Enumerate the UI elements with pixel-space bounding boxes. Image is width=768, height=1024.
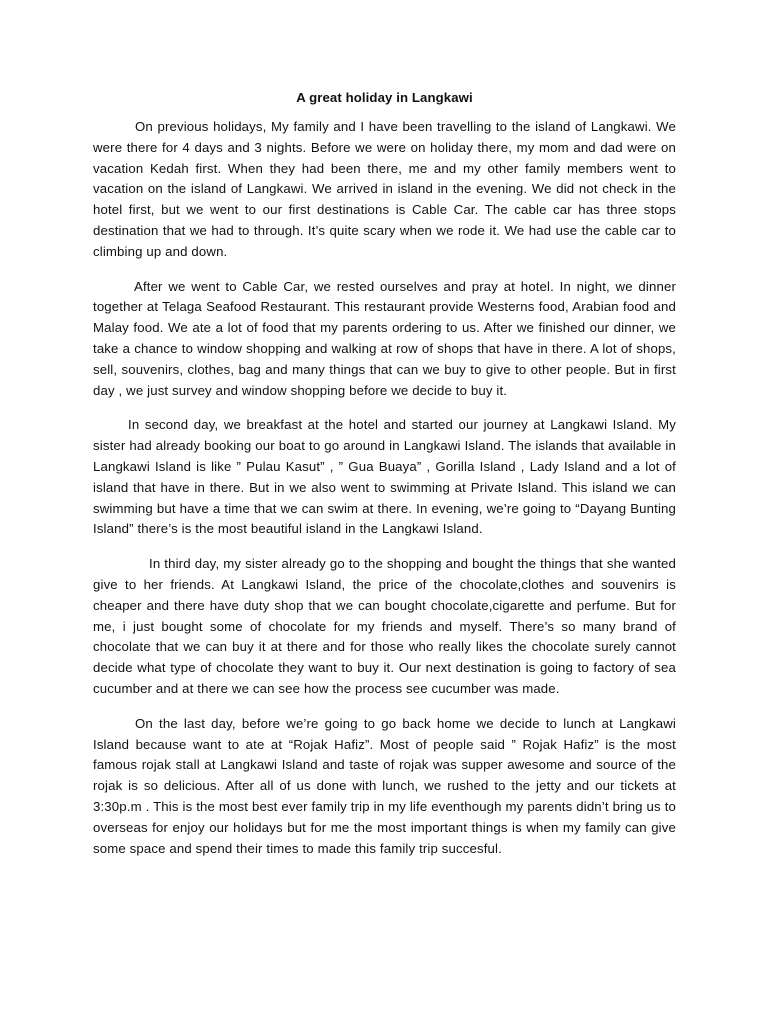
paragraph-last-day: On the last day, before we’re going to go back home we decide to lunch at Langkawi Island because want to ate at “Rojak Hafiz”. Most of people said ” Rojak Hafiz” is the most famous rojak stall at Langkawi Island and taste of rojak was supper awesome and source of the rojak is so delicious. After all of us done with lunch, we rushed to the jetty and our tickets at 3:30p.m . This is the most best ever family trip in my life eventhough my parents didn’t bring us to overseas for enjoy our holidays but for me the most important things is when my family can give some space and spend their times to made this family trip succesful.	[93, 715, 676, 856]
paragraph-chocolate-shopping: In third day, my sister already go to the shopping and bought the things that she wanted give to her friends. At Langkawi Island, the price of the chocolate,clothes and souvenirs is cheaper and there have duty shop that we can bought chocolate,cigarette and perfume. But for me, i just bought some of chocolate for my friends and myself. There’s so many brand of chocolate that we can buy it at there and for those who really likes the chocolate surely cannot decide what type of chocolate they want to buy it. Our next destination is going to factory of sea cucumber and at there we can see how the process see cucumber was made.	[93, 556, 676, 696]
document-title: A great holiday in Langkawi	[296, 90, 473, 105]
paragraph-cable-car: On previous holidays, My family and I have been travelling to the island of Langkawi. We were there for 4 days and 3 nights. Before we were on holiday there, my mom and dad were on vacation Kedah first. When they had been there, me and my other family members went to vacation on the island of Langkawi. We arrived in island in the evening. We did not check in the hotel first, but we went to our first destinations is Cable Car. The cable car has three stops destination that we had to through. It’s quite scary when we rode it. We had use the cable car to climbing up and down.	[93, 119, 676, 259]
paragraph-island-hopping: In second day, we breakfast at the hotel and started our journey at Langkawi Island. My sister had already booking our boat to go around in Langkawi Island. The islands that available in Langkawi Island is like ” Pulau Kasut” , ” Gua Buaya” , Gorilla Island , Lady Island and a lot of island that have in there. But in we also went to swimming at Private Island. This island we can swimming but have a time that we can swim at there. In evening, we’re going to “Dayang Bunting Island” there’s is the most beautiful island in the Langkawi Island.	[93, 417, 676, 537]
paragraph-dinner-shopping: After we went to Cable Car, we rested ourselves and pray at hotel. In night, we dinner together at Telaga Seafood Restaurant. This restaurant provide Westerns food, Arabian food and Malay food. We ate a lot of food that my parents ordering to us. After we finished our dinner, we take a chance to window shopping and walking at row of shops that have in there. A lot of shops, sell, souvenirs, clothes, bag and many things that can we buy to give to other people. But in first day , we just survey and window shopping before we decide to buy it.	[93, 278, 676, 398]
